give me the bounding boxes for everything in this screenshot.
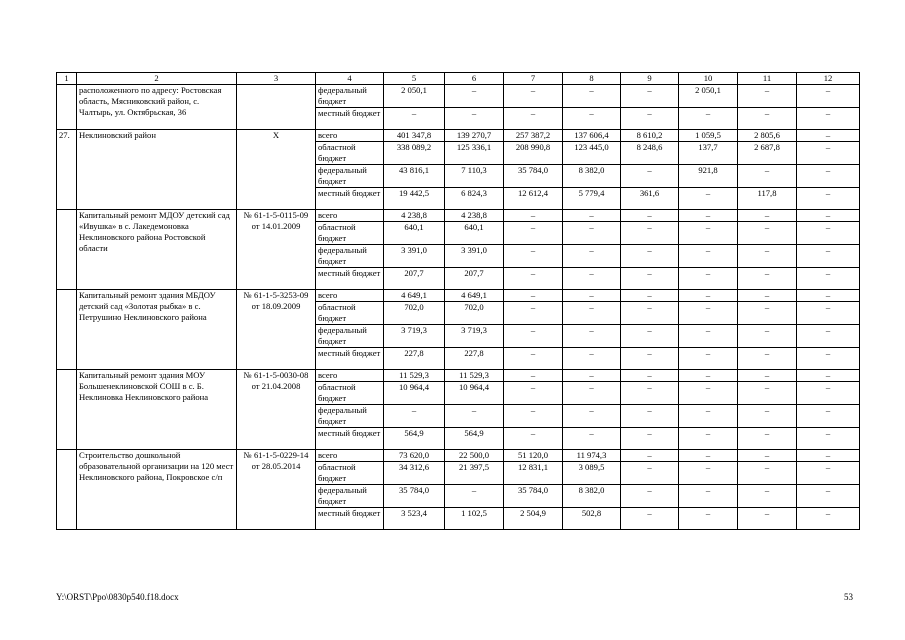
- value-cell: –: [384, 405, 445, 428]
- budget-source: федеральный бюджет: [316, 325, 384, 348]
- value-cell: –: [679, 450, 738, 462]
- value-cell: –: [621, 290, 679, 302]
- value-cell: 227,8: [445, 348, 504, 370]
- value-cell: –: [679, 370, 738, 382]
- value-cell: 5 779,4: [563, 188, 621, 210]
- value-cell: –: [504, 85, 563, 108]
- value-cell: –: [504, 108, 563, 130]
- value-cell: 2 504,9: [504, 508, 563, 530]
- value-cell: 137 606,4: [563, 130, 621, 142]
- value-cell: 8 248,6: [621, 142, 679, 165]
- budget-source: местный бюджет: [316, 508, 384, 530]
- value-cell: –: [563, 290, 621, 302]
- value-cell: 1 059,5: [679, 130, 738, 142]
- value-cell: 257 387,2: [504, 130, 563, 142]
- budget-table: [56, 72, 860, 530]
- value-cell: –: [679, 485, 738, 508]
- column-header: 4: [316, 73, 384, 85]
- budget-source: всего: [316, 130, 384, 142]
- value-cell: 22 500,0: [445, 450, 504, 462]
- value-cell: 361,6: [621, 188, 679, 210]
- budget-source: всего: [316, 370, 384, 382]
- value-cell: 51 120,0: [504, 450, 563, 462]
- document-number: № 61-1-5-0030-08 от 21.04.2008: [237, 370, 316, 450]
- value-cell: –: [679, 290, 738, 302]
- value-cell: 8 382,0: [563, 485, 621, 508]
- value-cell: –: [679, 268, 738, 290]
- value-cell: –: [797, 142, 860, 165]
- budget-source: федеральный бюджет: [316, 485, 384, 508]
- value-cell: –: [504, 428, 563, 450]
- column-header: 5: [384, 73, 445, 85]
- value-cell: –: [563, 348, 621, 370]
- value-cell: –: [621, 222, 679, 245]
- value-cell: –: [679, 405, 738, 428]
- budget-source: всего: [316, 290, 384, 302]
- value-cell: 4 649,1: [384, 290, 445, 302]
- value-cell: –: [563, 405, 621, 428]
- value-cell: 123 445,0: [563, 142, 621, 165]
- value-cell: –: [738, 165, 797, 188]
- value-cell: 3 391,0: [384, 245, 445, 268]
- budget-source: местный бюджет: [316, 428, 384, 450]
- value-cell: –: [621, 348, 679, 370]
- table-row: [57, 130, 860, 142]
- budget-source: всего: [316, 450, 384, 462]
- value-cell: 8 382,0: [563, 165, 621, 188]
- value-cell: –: [797, 405, 860, 428]
- value-cell: 207,7: [445, 268, 504, 290]
- value-cell: 207,7: [384, 268, 445, 290]
- value-cell: –: [679, 382, 738, 405]
- budget-source: областной бюджет: [316, 302, 384, 325]
- value-cell: –: [563, 382, 621, 405]
- value-cell: 11 974,3: [563, 450, 621, 462]
- value-cell: –: [621, 108, 679, 130]
- value-cell: –: [504, 325, 563, 348]
- value-cell: 73 620,0: [384, 450, 445, 462]
- object-name: Капитальный ремонт здания МБДОУ детский сад «Золотая рыбка» в с. Петрушино Неклиновского района: [77, 290, 237, 370]
- value-cell: –: [621, 268, 679, 290]
- value-cell: –: [797, 290, 860, 302]
- document-number: № 61-1-5-3253-09 от 18.09.2009: [237, 290, 316, 370]
- document-number: Х: [237, 130, 316, 210]
- value-cell: –: [621, 85, 679, 108]
- document-number: № 61-1-5-0115-09 от 14.01.2009: [237, 210, 316, 290]
- value-cell: 12 612,4: [504, 188, 563, 210]
- value-cell: –: [679, 462, 738, 485]
- value-cell: 139 270,7: [445, 130, 504, 142]
- value-cell: 117,8: [738, 188, 797, 210]
- row-number: [57, 85, 77, 130]
- value-cell: –: [504, 290, 563, 302]
- value-cell: 3 719,3: [445, 325, 504, 348]
- value-cell: –: [563, 108, 621, 130]
- value-cell: 137,7: [679, 142, 738, 165]
- value-cell: 10 964,4: [384, 382, 445, 405]
- value-cell: –: [563, 428, 621, 450]
- object-name: Неклиновский район: [77, 130, 237, 210]
- value-cell: 6 824,3: [445, 188, 504, 210]
- value-cell: –: [445, 485, 504, 508]
- value-cell: –: [504, 210, 563, 222]
- value-cell: –: [738, 370, 797, 382]
- value-cell: –: [797, 370, 860, 382]
- value-cell: 11 529,3: [445, 370, 504, 382]
- value-cell: 35 784,0: [384, 485, 445, 508]
- value-cell: –: [504, 370, 563, 382]
- value-cell: 3 719,3: [384, 325, 445, 348]
- value-cell: –: [679, 302, 738, 325]
- budget-source: федеральный бюджет: [316, 245, 384, 268]
- value-cell: –: [738, 268, 797, 290]
- object-name: Капитальный ремонт здания МОУ Большенеклиновской СОШ в с. Б. Неклиновка Неклиновского района: [77, 370, 237, 450]
- value-cell: 2 050,1: [679, 85, 738, 108]
- value-cell: 8 610,2: [621, 130, 679, 142]
- value-cell: 2 687,8: [738, 142, 797, 165]
- document-number: № 61-1-5-0229-14 от 28.05.2014: [237, 450, 316, 530]
- value-cell: –: [738, 382, 797, 405]
- value-cell: –: [797, 462, 860, 485]
- table-row: [57, 85, 860, 108]
- value-cell: –: [797, 485, 860, 508]
- column-header: 12: [797, 73, 860, 85]
- value-cell: –: [797, 188, 860, 210]
- value-cell: 502,8: [563, 508, 621, 530]
- row-number: [57, 450, 77, 530]
- footer-page-number: 53: [844, 592, 853, 602]
- budget-source: федеральный бюджет: [316, 165, 384, 188]
- value-cell: –: [797, 210, 860, 222]
- column-header: 11: [738, 73, 797, 85]
- value-cell: 3 391,0: [445, 245, 504, 268]
- value-cell: 7 110,3: [445, 165, 504, 188]
- value-cell: –: [563, 85, 621, 108]
- value-cell: 2 805,6: [738, 130, 797, 142]
- value-cell: –: [563, 268, 621, 290]
- object-name: расположенного по адресу: Ростовская область, Мясниковский район, с. Чалтырь, ул. Октябрьская, 36: [77, 85, 237, 130]
- value-cell: 564,9: [445, 428, 504, 450]
- budget-source: всего: [316, 210, 384, 222]
- value-cell: –: [797, 450, 860, 462]
- value-cell: –: [679, 188, 738, 210]
- value-cell: –: [738, 302, 797, 325]
- value-cell: –: [504, 382, 563, 405]
- budget-source: областной бюджет: [316, 142, 384, 165]
- row-number: [57, 370, 77, 450]
- value-cell: –: [384, 108, 445, 130]
- value-cell: –: [738, 405, 797, 428]
- table-row: [57, 370, 860, 382]
- value-cell: –: [621, 485, 679, 508]
- column-header: 9: [621, 73, 679, 85]
- value-cell: –: [621, 462, 679, 485]
- value-cell: –: [797, 85, 860, 108]
- value-cell: –: [621, 165, 679, 188]
- budget-source: местный бюджет: [316, 108, 384, 130]
- value-cell: 11 529,3: [384, 370, 445, 382]
- value-cell: 640,1: [384, 222, 445, 245]
- row-number: 27.: [57, 130, 77, 210]
- document-number: [237, 85, 316, 130]
- value-cell: –: [797, 382, 860, 405]
- value-cell: –: [797, 508, 860, 530]
- budget-source: местный бюджет: [316, 348, 384, 370]
- value-cell: –: [563, 302, 621, 325]
- value-cell: –: [621, 405, 679, 428]
- value-cell: –: [797, 245, 860, 268]
- value-cell: –: [445, 405, 504, 428]
- table-row: [57, 450, 860, 462]
- value-cell: 208 990,8: [504, 142, 563, 165]
- value-cell: –: [621, 210, 679, 222]
- value-cell: –: [621, 450, 679, 462]
- value-cell: 34 312,6: [384, 462, 445, 485]
- column-header: 10: [679, 73, 738, 85]
- object-name: Строительство дошкольной образовательной организации на 120 мест Неклиновского района, Покровское с/п: [77, 450, 237, 530]
- value-cell: –: [679, 210, 738, 222]
- value-cell: –: [504, 348, 563, 370]
- value-cell: –: [738, 290, 797, 302]
- value-cell: –: [679, 508, 738, 530]
- value-cell: –: [621, 302, 679, 325]
- table-row: [57, 210, 860, 222]
- value-cell: –: [797, 428, 860, 450]
- object-name: Капитальный ремонт МДОУ детский сад «Ивушка» в с. Лакедемоновка Неклиновского района Ростовской области: [77, 210, 237, 290]
- value-cell: 4 238,8: [384, 210, 445, 222]
- value-cell: –: [445, 85, 504, 108]
- value-cell: 338 089,2: [384, 142, 445, 165]
- value-cell: –: [797, 348, 860, 370]
- value-cell: 19 442,5: [384, 188, 445, 210]
- value-cell: –: [621, 370, 679, 382]
- value-cell: –: [563, 245, 621, 268]
- value-cell: –: [738, 222, 797, 245]
- header-row: [57, 73, 860, 85]
- value-cell: –: [797, 222, 860, 245]
- value-cell: –: [504, 302, 563, 325]
- column-header: 7: [504, 73, 563, 85]
- value-cell: –: [679, 108, 738, 130]
- value-cell: 2 050,1: [384, 85, 445, 108]
- value-cell: –: [738, 508, 797, 530]
- value-cell: 564,9: [384, 428, 445, 450]
- value-cell: –: [738, 450, 797, 462]
- value-cell: 921,8: [679, 165, 738, 188]
- row-number: [57, 290, 77, 370]
- value-cell: –: [621, 245, 679, 268]
- budget-source: местный бюджет: [316, 268, 384, 290]
- value-cell: –: [445, 108, 504, 130]
- budget-source: местный бюджет: [316, 188, 384, 210]
- value-cell: –: [797, 165, 860, 188]
- value-cell: 35 784,0: [504, 485, 563, 508]
- value-cell: 401 347,8: [384, 130, 445, 142]
- value-cell: 43 816,1: [384, 165, 445, 188]
- value-cell: –: [679, 325, 738, 348]
- value-cell: 227,8: [384, 348, 445, 370]
- value-cell: –: [563, 210, 621, 222]
- budget-source: областной бюджет: [316, 462, 384, 485]
- budget-source: областной бюджет: [316, 222, 384, 245]
- budget-source: областной бюджет: [316, 382, 384, 405]
- value-cell: –: [679, 245, 738, 268]
- value-cell: –: [504, 245, 563, 268]
- value-cell: –: [621, 508, 679, 530]
- value-cell: 12 831,1: [504, 462, 563, 485]
- value-cell: –: [738, 325, 797, 348]
- value-cell: –: [563, 370, 621, 382]
- value-cell: –: [738, 485, 797, 508]
- value-cell: –: [797, 108, 860, 130]
- value-cell: 4 238,8: [445, 210, 504, 222]
- column-header: 8: [563, 73, 621, 85]
- value-cell: –: [797, 325, 860, 348]
- value-cell: –: [679, 348, 738, 370]
- budget-source: федеральный бюджет: [316, 405, 384, 428]
- value-cell: –: [621, 382, 679, 405]
- value-cell: 125 336,1: [445, 142, 504, 165]
- table-row: [57, 290, 860, 302]
- value-cell: –: [504, 268, 563, 290]
- value-cell: –: [621, 428, 679, 450]
- value-cell: –: [563, 222, 621, 245]
- value-cell: –: [797, 268, 860, 290]
- value-cell: 1 102,5: [445, 508, 504, 530]
- column-header: 1: [57, 73, 77, 85]
- value-cell: 702,0: [384, 302, 445, 325]
- value-cell: 35 784,0: [504, 165, 563, 188]
- value-cell: –: [504, 405, 563, 428]
- value-cell: 3 089,5: [563, 462, 621, 485]
- column-header: 6: [445, 73, 504, 85]
- value-cell: –: [679, 222, 738, 245]
- value-cell: 702,0: [445, 302, 504, 325]
- value-cell: –: [563, 325, 621, 348]
- value-cell: –: [738, 428, 797, 450]
- value-cell: –: [738, 210, 797, 222]
- value-cell: –: [738, 462, 797, 485]
- value-cell: 10 964,4: [445, 382, 504, 405]
- budget-source: федеральный бюджет: [316, 85, 384, 108]
- value-cell: –: [738, 108, 797, 130]
- value-cell: –: [797, 302, 860, 325]
- column-header: 2: [77, 73, 237, 85]
- value-cell: 3 523,4: [384, 508, 445, 530]
- column-header: 3: [237, 73, 316, 85]
- value-cell: –: [679, 428, 738, 450]
- row-number: [57, 210, 77, 290]
- value-cell: –: [738, 245, 797, 268]
- value-cell: –: [621, 325, 679, 348]
- value-cell: –: [797, 130, 860, 142]
- value-cell: 4 649,1: [445, 290, 504, 302]
- value-cell: –: [504, 222, 563, 245]
- value-cell: –: [738, 85, 797, 108]
- value-cell: 640,1: [445, 222, 504, 245]
- value-cell: –: [738, 348, 797, 370]
- footer-file-path: Y:\ORST\Ppo\0830p540.f18.docx: [56, 592, 179, 602]
- value-cell: 21 397,5: [445, 462, 504, 485]
